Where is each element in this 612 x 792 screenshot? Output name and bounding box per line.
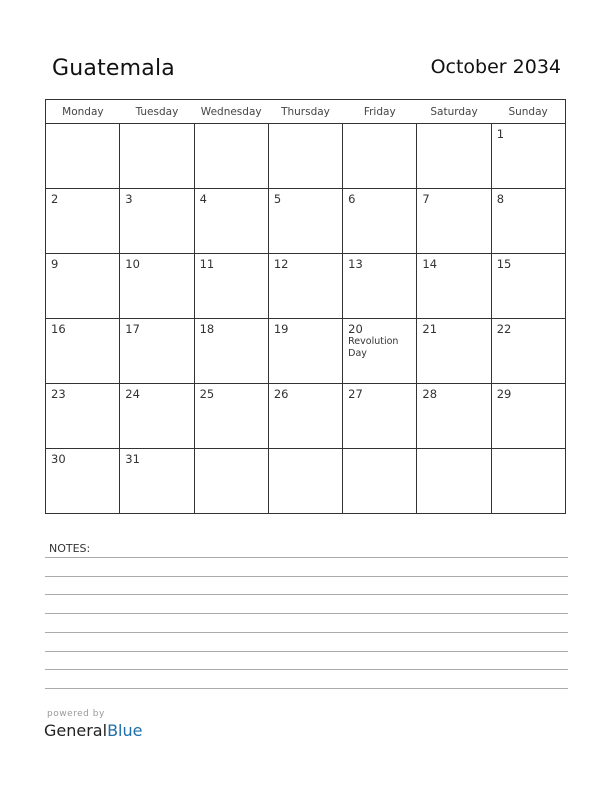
calendar-day-cell bbox=[268, 384, 342, 449]
day-number: 12 bbox=[273, 257, 289, 271]
calendar-day-cell bbox=[120, 189, 194, 254]
logo-general-text: General bbox=[44, 721, 108, 740]
calendar-empty-cell bbox=[194, 449, 268, 514]
calendar-week-row bbox=[46, 319, 566, 384]
calendar-day-cell bbox=[46, 189, 120, 254]
calendar-day-cell bbox=[343, 189, 417, 254]
calendar-week-row bbox=[46, 124, 566, 189]
notes-line bbox=[45, 651, 568, 652]
day-number: 28 bbox=[422, 387, 438, 401]
calendar-day-cell bbox=[120, 319, 194, 384]
day-number: 8 bbox=[496, 192, 505, 206]
weekday-header: Tuesday bbox=[120, 100, 194, 124]
calendar-day-cell bbox=[417, 319, 491, 384]
calendar-body bbox=[46, 124, 566, 514]
calendar-country-title: Guatemala bbox=[52, 56, 175, 81]
weekday-header-row bbox=[46, 100, 566, 124]
day-number: 9 bbox=[51, 257, 59, 271]
notes-line bbox=[45, 613, 568, 614]
calendar-empty-cell bbox=[120, 124, 194, 189]
day-number: 26 bbox=[273, 387, 289, 401]
notes-line bbox=[45, 576, 568, 577]
calendar-day-cell bbox=[417, 189, 491, 254]
notes-line bbox=[45, 669, 568, 670]
calendar-empty-cell bbox=[491, 449, 565, 514]
day-number: 27 bbox=[348, 387, 363, 401]
day-number: 20 bbox=[348, 322, 363, 336]
day-number: 16 bbox=[51, 322, 66, 336]
notes-line bbox=[45, 557, 568, 558]
notes-line bbox=[45, 594, 568, 595]
day-number: 29 bbox=[496, 387, 512, 401]
day-number: 21 bbox=[422, 322, 438, 336]
day-number: 3 bbox=[125, 192, 133, 206]
calendar-day-cell bbox=[491, 189, 565, 254]
calendar-month-title: October 2034 bbox=[430, 56, 561, 78]
calendar-empty-cell bbox=[417, 449, 491, 514]
day-number: 2 bbox=[51, 192, 59, 206]
calendar-day-cell bbox=[120, 254, 194, 319]
calendar-grid bbox=[45, 99, 566, 514]
calendar-day-cell bbox=[120, 449, 194, 514]
day-number: 11 bbox=[199, 257, 215, 271]
calendar-empty-cell bbox=[343, 449, 417, 514]
calendar-day-cell bbox=[194, 319, 268, 384]
weekday-header: Wednesday bbox=[194, 100, 268, 124]
weekday-header: Friday bbox=[343, 100, 417, 124]
calendar-empty-cell bbox=[268, 449, 342, 514]
calendar-empty-cell bbox=[194, 124, 268, 189]
calendar-day-cell bbox=[343, 319, 417, 384]
notes-line bbox=[45, 632, 568, 633]
day-number: 22 bbox=[496, 322, 512, 336]
calendar-day-cell bbox=[343, 384, 417, 449]
calendar-day-cell bbox=[491, 124, 565, 189]
generalblue-logo[interactable] bbox=[44, 721, 142, 740]
calendar-day-cell bbox=[491, 254, 565, 319]
calendar-empty-cell bbox=[417, 124, 491, 189]
calendar-day-cell bbox=[194, 189, 268, 254]
notes-line bbox=[45, 688, 568, 689]
day-number: 1 bbox=[496, 127, 505, 141]
calendar-empty-cell bbox=[343, 124, 417, 189]
calendar-day-cell bbox=[46, 449, 120, 514]
calendar-week-row bbox=[46, 449, 566, 514]
calendar-week-row bbox=[46, 254, 566, 319]
calendar-day-cell bbox=[417, 254, 491, 319]
calendar-day-cell bbox=[194, 254, 268, 319]
calendar-day-cell bbox=[491, 384, 565, 449]
calendar-day-cell bbox=[194, 384, 268, 449]
notes-label: NOTES: bbox=[49, 542, 91, 555]
weekday-header: Saturday bbox=[417, 100, 491, 124]
day-number: 25 bbox=[199, 387, 215, 401]
day-number: 10 bbox=[125, 257, 140, 271]
day-number: 23 bbox=[51, 387, 66, 401]
calendar-day-cell bbox=[268, 254, 342, 319]
day-number: 30 bbox=[51, 452, 66, 466]
day-number: 19 bbox=[273, 322, 289, 336]
day-number: 6 bbox=[348, 192, 356, 206]
calendar-empty-cell bbox=[46, 124, 120, 189]
calendar-day-cell bbox=[46, 384, 120, 449]
logo-blue-text: Blue bbox=[107, 721, 143, 740]
calendar-week-row bbox=[46, 189, 566, 254]
day-number: 14 bbox=[422, 257, 438, 271]
weekday-header: Thursday bbox=[268, 100, 342, 124]
day-number: 13 bbox=[348, 257, 363, 271]
day-number: 17 bbox=[125, 322, 140, 336]
calendar-week-row bbox=[46, 384, 566, 449]
day-number: 24 bbox=[125, 387, 140, 401]
calendar-day-cell bbox=[46, 254, 120, 319]
day-number: 15 bbox=[496, 257, 512, 271]
calendar-day-cell bbox=[343, 254, 417, 319]
calendar-day-cell bbox=[268, 189, 342, 254]
day-number: 7 bbox=[422, 192, 430, 206]
day-number: 31 bbox=[125, 452, 140, 466]
calendar-day-cell bbox=[46, 319, 120, 384]
weekday-header: Sunday bbox=[491, 100, 565, 124]
holiday-label: Revolution Day bbox=[348, 336, 399, 359]
day-number: 5 bbox=[273, 192, 282, 206]
day-number: 18 bbox=[199, 322, 215, 336]
calendar-day-cell bbox=[268, 319, 342, 384]
calendar-day-cell bbox=[120, 384, 194, 449]
day-number: 4 bbox=[199, 192, 207, 206]
calendar-day-cell bbox=[417, 384, 491, 449]
weekday-header: Monday bbox=[46, 100, 120, 124]
powered-by-text: powered by bbox=[47, 709, 105, 719]
calendar-empty-cell bbox=[268, 124, 342, 189]
calendar-day-cell bbox=[491, 319, 565, 384]
